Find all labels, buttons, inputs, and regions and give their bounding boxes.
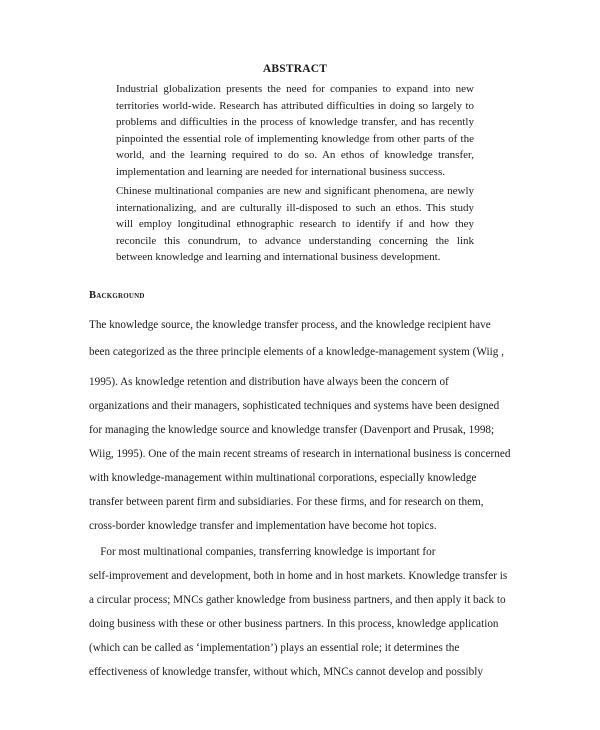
text-line: a circular process; MNCs gather knowledge from business partners, and then apply it back to: [89, 594, 506, 606]
text-line: world, and the learning required to do so. An ethos of knowledge transfer,: [116, 149, 474, 161]
text-line: organizations and their managers, sophisticated techniques and systems have been designed: [89, 400, 500, 412]
text-line: pinpointed the essential role of implementing knowledge from other parts of the: [116, 132, 474, 145]
background-paragraph-2: [89, 540, 509, 684]
text-line: reconcile this conundrum, to advance understanding concerning the link: [116, 234, 474, 247]
text-line: internationalizing, and are culturally ill-disposed to such an ethos. This study: [116, 201, 474, 214]
text-line: will employ longitudinal ethnographic research to identify if and how they: [116, 218, 474, 230]
text-line: For most multinational companies, transferring knowledge is important for: [89, 546, 436, 558]
abstract-paragraph-2: [116, 183, 474, 266]
abstract-title: ABSTRACT: [262, 63, 328, 75]
text-line: cross-border knowledge transfer and implementation have become hot topics.: [89, 520, 437, 532]
text-line: effectiveness of knowledge transfer, without which, MNCs cannot develop and possibly: [89, 666, 483, 678]
text-line: transfer between parent firm and subsidiaries. For these firms, and for research on them,: [89, 496, 484, 508]
abstract-paragraph-1: [116, 81, 474, 180]
text-line: 1995). As knowledge retention and distribution have always been the concern of: [89, 376, 449, 388]
background-heading: Background: [89, 290, 145, 301]
text-line: Industrial globalization presents the need for companies to expand into new: [116, 83, 474, 95]
text-line: Wiig, 1995). One of the main recent streams of research in international business is concerned: [89, 448, 511, 460]
text-line: self-improvement and development, both in home and in host markets. Knowledge transfer is: [89, 570, 508, 582]
background-paragraph-1: [89, 313, 509, 538]
text-line: for managing the knowledge source and knowledge transfer (Davenport and Prusak, 1998;: [89, 424, 495, 436]
text-line: with knowledge-management within multinational corporations, especially knowledge: [89, 472, 477, 484]
text-line: doing business with these or other business partners. In this process, knowledge application: [89, 618, 499, 630]
text-line: been categorized as the three principle elements of a knowledge-management system (Wiig ,: [89, 346, 504, 358]
text-line: Chinese multinational companies are new and significant phenomena, are newly: [116, 185, 474, 197]
text-line: between knowledge and learning and international business development.: [116, 251, 441, 263]
text-line: The knowledge source, the knowledge transfer process, and the knowledge recipient have: [89, 319, 491, 331]
text-line: implementation and learning are needed for international business success.: [116, 165, 445, 178]
text-line: (which can be called as ‘implementation’) plays an essential role; it determines the: [89, 642, 460, 654]
text-line: problems and difficulties in the process of knowledge transfer, and has recently: [116, 116, 474, 128]
text-line: territories world-wide. Research has attributed difficulties in doing so largely to: [116, 99, 474, 112]
